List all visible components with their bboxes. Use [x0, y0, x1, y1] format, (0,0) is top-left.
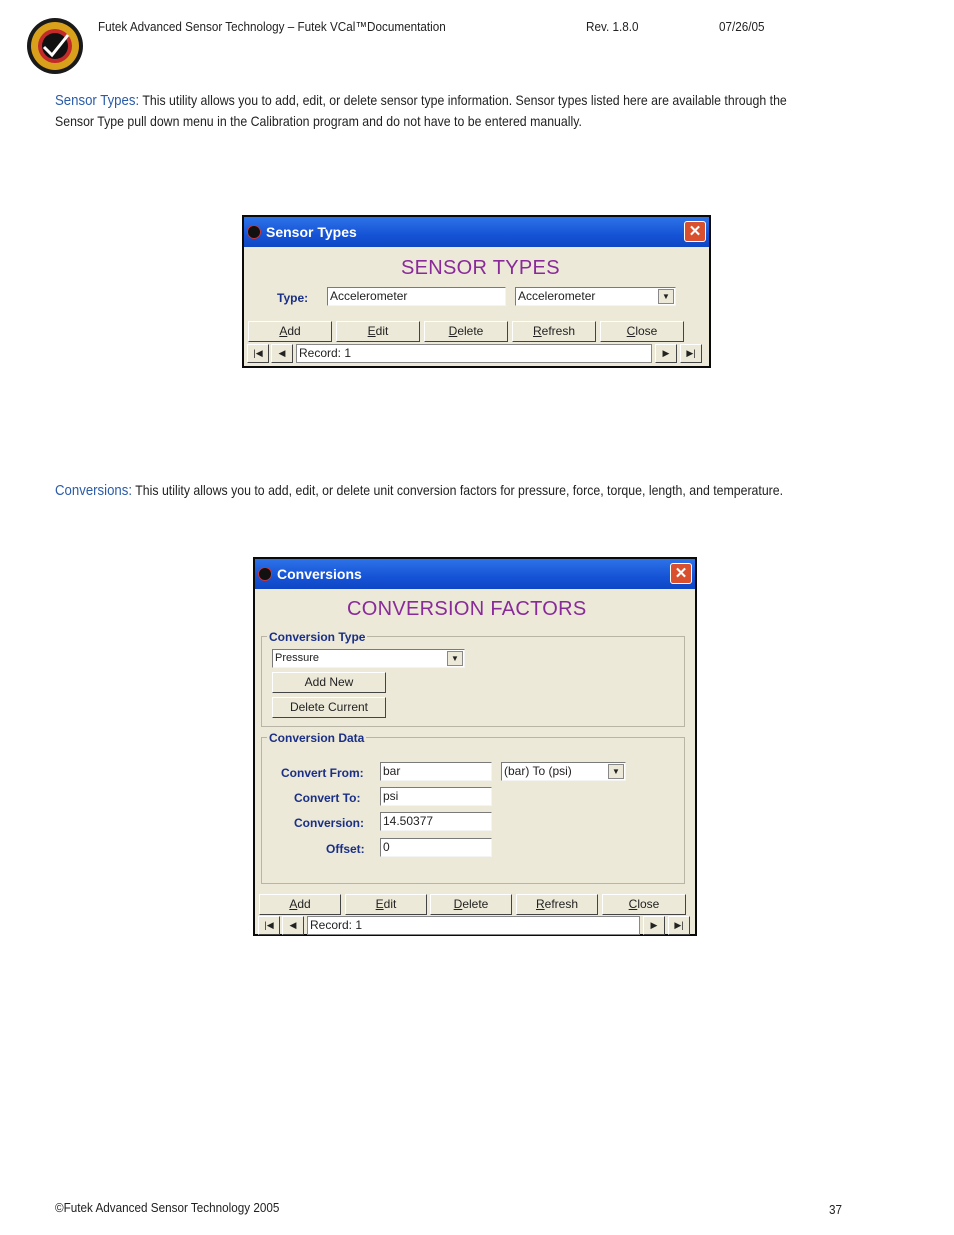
page-number: 37 — [829, 1202, 843, 1217]
add-button[interactable] — [259, 894, 341, 915]
close-mnemonic: C — [626, 324, 636, 338]
sensor-types-paragraph — [55, 90, 812, 132]
add-label: dd — [297, 897, 311, 911]
conversions-lead: Conversions: — [55, 482, 133, 499]
sensor-types-lead: Sensor Types: — [55, 92, 140, 109]
conversion-type-label: Conversion Type — [269, 630, 366, 644]
refresh-label: efresh — [544, 897, 579, 911]
record-navigator — [258, 916, 692, 935]
convert-pair-value: (bar) To (psi) — [504, 764, 572, 778]
window-title: Sensor Types — [266, 224, 357, 240]
cal-app-icon — [247, 225, 261, 239]
close-button[interactable] — [602, 894, 686, 915]
edit-label: dit — [383, 897, 397, 911]
add-button[interactable] — [248, 321, 332, 342]
chevron-down-icon[interactable]: ▼ — [447, 651, 463, 666]
delete-current-button[interactable]: Delete Current — [272, 697, 386, 718]
convert-from-label: Convert From: — [281, 766, 364, 780]
next-record-icon[interactable]: ▶ — [643, 916, 665, 935]
footer-copyright: ©Futek Advanced Sensor Technology 2005 — [55, 1200, 280, 1215]
close-icon[interactable]: ✕ — [684, 221, 706, 242]
add-mnemonic: A — [289, 897, 298, 911]
conversion-heading: CONVERSION FACTORS — [347, 598, 587, 620]
cal-app-icon — [258, 567, 272, 581]
conversion-type-select[interactable] — [272, 649, 465, 668]
refresh-label: efresh — [541, 324, 576, 338]
chevron-down-icon[interactable]: ▼ — [658, 289, 674, 304]
conversion-type-value: Pressure — [275, 652, 320, 664]
edit-mnemonic: E — [367, 324, 376, 338]
type-select[interactable] — [515, 287, 676, 306]
sensor-types-titlebar — [244, 217, 709, 247]
chevron-down-icon[interactable]: ▼ — [608, 764, 624, 779]
offset-label: Offset: — [326, 842, 365, 856]
header-title: Futek Advanced Sensor Technology – Futek VCal™Documentation — [98, 19, 446, 34]
delete-label: elete — [462, 897, 489, 911]
offset-input[interactable]: 0 — [380, 838, 492, 857]
header-date: 07/26/05 — [719, 19, 765, 34]
convert-from-input[interactable]: bar — [380, 762, 492, 781]
sensor-types-heading: SENSOR TYPES — [401, 257, 560, 279]
edit-button[interactable] — [345, 894, 427, 915]
convert-pair-select[interactable] — [501, 762, 626, 781]
refresh-mnemonic: R — [535, 897, 545, 911]
record-indicator: Record: 1 — [296, 344, 652, 363]
conversions-text: This utility allows you to add, edit, or delete unit conversion factors for pressure, force, torque, length, and temperature. — [132, 482, 784, 498]
next-record-icon[interactable]: ▶ — [655, 344, 677, 363]
refresh-mnemonic: R — [532, 324, 542, 338]
first-record-icon[interactable]: |◀ — [258, 916, 280, 935]
first-record-icon[interactable]: |◀ — [247, 344, 269, 363]
type-select-value: Accelerometer — [518, 289, 596, 303]
edit-label: dit — [375, 324, 389, 338]
delete-mnemonic: D — [453, 897, 463, 911]
last-record-icon[interactable]: ▶| — [680, 344, 702, 363]
delete-mnemonic: D — [448, 324, 458, 338]
delete-label: elete — [457, 324, 484, 338]
close-label: lose — [637, 897, 660, 911]
delete-button[interactable] — [430, 894, 512, 915]
header-revision: Rev. 1.8.0 — [586, 19, 639, 34]
close-icon[interactable]: ✕ — [670, 563, 692, 584]
conversion-data-label: Conversion Data — [269, 731, 365, 745]
close-label: lose — [635, 324, 658, 338]
convert-to-input[interactable]: psi — [380, 787, 492, 806]
conversion-data-group — [261, 737, 685, 884]
conversions-window — [253, 557, 697, 936]
conversion-input[interactable]: 14.50377 — [380, 812, 492, 831]
prev-record-icon[interactable]: ◀ — [282, 916, 304, 935]
add-mnemonic: A — [279, 324, 288, 338]
window-title: Conversions — [277, 566, 362, 582]
sensor-types-text: This utility allows you to add, edit, or delete sensor type information. Sensor types listed here are available through the — [139, 92, 787, 108]
last-record-icon[interactable]: ▶| — [668, 916, 690, 935]
sensor-types-text-2: Sensor Type pull down menu in the Calibration program and do not have to be entered manually. — [55, 113, 582, 129]
conversions-titlebar — [255, 559, 695, 589]
type-input[interactable]: Accelerometer — [327, 287, 506, 306]
refresh-button[interactable] — [512, 321, 596, 342]
record-indicator: Record: 1 — [307, 916, 640, 935]
type-label: Type: — [277, 291, 309, 305]
add-new-button[interactable]: Add New — [272, 672, 386, 693]
close-button[interactable] — [600, 321, 684, 342]
add-label: dd — [287, 324, 301, 338]
conversions-paragraph — [55, 480, 812, 501]
prev-record-icon[interactable]: ◀ — [271, 344, 293, 363]
conversion-label: Conversion: — [294, 816, 365, 830]
refresh-button[interactable] — [516, 894, 598, 915]
record-navigator — [247, 344, 706, 363]
edit-button[interactable] — [336, 321, 420, 342]
delete-button[interactable] — [424, 321, 508, 342]
vcal-logo — [24, 17, 86, 75]
convert-to-label: Convert To: — [294, 791, 361, 805]
close-mnemonic: C — [628, 897, 638, 911]
edit-mnemonic: E — [375, 897, 384, 911]
sensor-types-window — [242, 215, 711, 368]
